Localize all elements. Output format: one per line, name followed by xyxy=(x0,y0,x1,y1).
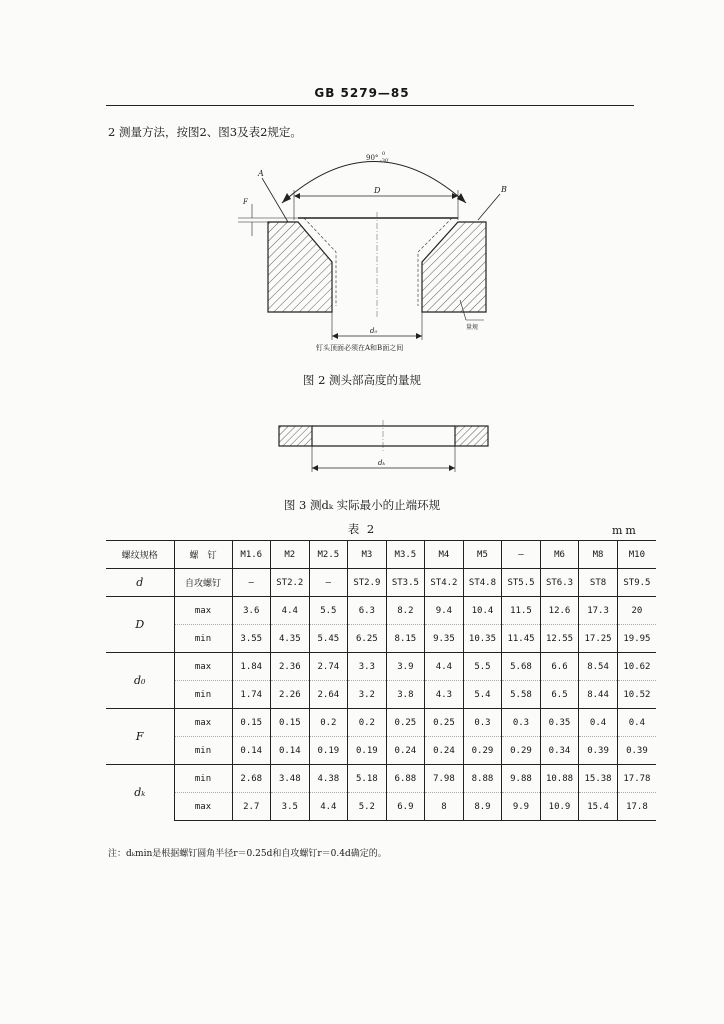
label-D: D xyxy=(374,186,381,195)
table-cell: 17.8 xyxy=(617,793,656,821)
table-cell: 0.2 xyxy=(309,709,348,737)
header-tapping-size: ST4.2 xyxy=(425,569,464,597)
header-label-thread-spec: 螺纹规格 xyxy=(106,541,174,569)
table-cell: 2.7 xyxy=(232,793,271,821)
header-tapping-size: ST2.2 xyxy=(271,569,310,597)
header-tapping-size: ST3.5 xyxy=(386,569,425,597)
header-screw-size: — xyxy=(502,541,541,569)
table-cell: 8.9 xyxy=(463,793,502,821)
table-cell: 6.6 xyxy=(540,653,579,681)
table-cell: 5.5 xyxy=(463,653,502,681)
table-cell: 12.6 xyxy=(540,597,579,625)
table-cell: 8.2 xyxy=(386,597,425,625)
header-screw-size: M3 xyxy=(348,541,387,569)
table-cell: 0.34 xyxy=(540,737,579,765)
table-unit: mm xyxy=(612,524,639,537)
arc-arrow-right xyxy=(457,193,466,203)
table-cell: 3.55 xyxy=(232,625,271,653)
table-row xyxy=(106,709,656,737)
table-row xyxy=(106,653,656,681)
table-cell: 9.35 xyxy=(425,625,464,653)
leader-B xyxy=(478,194,500,220)
table-cell: 3.8 xyxy=(386,681,425,709)
table-cell: 0.15 xyxy=(232,709,271,737)
header-screw-size: M3.5 xyxy=(386,541,425,569)
table-cell: 15.38 xyxy=(579,765,618,793)
table-cell: 8.88 xyxy=(463,765,502,793)
row-type-label: max xyxy=(174,653,232,681)
header-screw-size: M2.5 xyxy=(309,541,348,569)
table-row xyxy=(106,681,656,709)
header-rule xyxy=(106,105,634,106)
row-type-label: min xyxy=(174,765,232,793)
angle-label: 90° xyxy=(366,154,379,162)
table-cell: 10.52 xyxy=(617,681,656,709)
table-row xyxy=(106,625,656,653)
row-type-label: max xyxy=(174,793,232,821)
label-gauge: 量规 xyxy=(466,324,479,331)
table-cell: 0.39 xyxy=(579,737,618,765)
dim-D-arrow-left xyxy=(294,193,300,199)
header-label-d: d xyxy=(106,569,174,597)
row-type-label: min xyxy=(174,625,232,653)
intro-text: 2 测量方法，按图2、图3及表2规定。 xyxy=(108,125,302,139)
table-cell: 5.18 xyxy=(348,765,387,793)
label-F: F xyxy=(243,198,248,206)
table-cell: 11.5 xyxy=(502,597,541,625)
table-cell: 19.95 xyxy=(617,625,656,653)
table-cell: 3.48 xyxy=(271,765,310,793)
table-cell: 0.29 xyxy=(463,737,502,765)
table-cell: 4.35 xyxy=(271,625,310,653)
header-screw-size: M6 xyxy=(540,541,579,569)
table-cell: 4.4 xyxy=(309,793,348,821)
table-cell: 9.4 xyxy=(425,597,464,625)
table-cell: 3.5 xyxy=(271,793,310,821)
table-cell: 6.88 xyxy=(386,765,425,793)
figure-2-caption: 图 2 测头部高度的量规 xyxy=(302,373,422,387)
table-cell: 6.5 xyxy=(540,681,579,709)
table-cell: 0.2 xyxy=(348,709,387,737)
label-dk: dₖ xyxy=(378,459,386,467)
table-cell: 0.29 xyxy=(502,737,541,765)
table-cell: 0.3 xyxy=(463,709,502,737)
dim-dk-arrow-left xyxy=(312,465,318,471)
gauge-body-left xyxy=(268,222,332,312)
figure-3-caption: 图 3 测dₖ 实际最小的止端环规 xyxy=(283,498,441,512)
header-tapping-size: ST5.5 xyxy=(502,569,541,597)
group-label-3: dₖ xyxy=(106,765,174,821)
header-screw-size: M10 xyxy=(617,541,656,569)
table-cell: 2.64 xyxy=(309,681,348,709)
ring-section-right xyxy=(455,426,488,446)
table-row xyxy=(106,765,656,793)
table-row xyxy=(106,597,656,625)
header-sub-screw: 螺 钉 xyxy=(174,541,232,569)
header-screw-size: M4 xyxy=(425,541,464,569)
spec-table xyxy=(106,540,656,821)
figure-3-ring-gauge-drawing xyxy=(270,416,496,480)
header-tapping-size: ST9.5 xyxy=(617,569,656,597)
table-cell: 17.78 xyxy=(617,765,656,793)
header-sub-tapping-screw: 自攻螺钉 xyxy=(174,569,232,597)
table-cell: 0.25 xyxy=(386,709,425,737)
table-cell: 3.9 xyxy=(386,653,425,681)
table-cell: 0.24 xyxy=(386,737,425,765)
table-cell: 4.4 xyxy=(425,653,464,681)
table-cell: 0.3 xyxy=(502,709,541,737)
table-cell: 9.88 xyxy=(502,765,541,793)
table-cell: 3.3 xyxy=(348,653,387,681)
table-cell: 2.74 xyxy=(309,653,348,681)
table-cell: 10.9 xyxy=(540,793,579,821)
row-type-label: max xyxy=(174,597,232,625)
table-row xyxy=(106,793,656,821)
table-title: 表 2 xyxy=(347,522,377,536)
header-tapping-size: ST8 xyxy=(579,569,618,597)
header-tapping-size: — xyxy=(232,569,271,597)
table-cell: 6.9 xyxy=(386,793,425,821)
label-B: B xyxy=(501,185,507,194)
angle-tol-lower: -30′ xyxy=(380,158,390,164)
label-A: A xyxy=(258,169,264,178)
table-cell: 17.3 xyxy=(579,597,618,625)
row-type-label: min xyxy=(174,681,232,709)
table-cell: 5.58 xyxy=(502,681,541,709)
row-type-label: max xyxy=(174,709,232,737)
angle-arc xyxy=(282,162,466,204)
table-cell: 11.45 xyxy=(502,625,541,653)
table-cell: 0.35 xyxy=(540,709,579,737)
header-screw-size: M2 xyxy=(271,541,310,569)
figure-2-gauge-drawing xyxy=(230,145,530,357)
table-note: 注：dₖmin是根据螺钉圆角半径r＝0.25d和自攻螺钉r＝0.4d确定的。 xyxy=(108,849,387,859)
table-cell: 0.14 xyxy=(232,737,271,765)
table-cell: 10.4 xyxy=(463,597,502,625)
table-cell: 5.4 xyxy=(463,681,502,709)
header-tapping-size: ST2.9 xyxy=(348,569,387,597)
table-cell: 4.38 xyxy=(309,765,348,793)
table-cell: 9.9 xyxy=(502,793,541,821)
header-tapping-size: ST6.3 xyxy=(540,569,579,597)
table-cell: 0.4 xyxy=(579,709,618,737)
table-cell: 6.25 xyxy=(348,625,387,653)
table-cell: 10.62 xyxy=(617,653,656,681)
gauge-body-right xyxy=(422,222,486,312)
table-cell: 3.6 xyxy=(232,597,271,625)
table-cell: 10.35 xyxy=(463,625,502,653)
dim-d0-arrow-right xyxy=(416,333,422,339)
table-cell: 3.2 xyxy=(348,681,387,709)
group-label-2: F xyxy=(106,709,174,765)
table-cell: 0.14 xyxy=(271,737,310,765)
table-cell: 0.24 xyxy=(425,737,464,765)
dim-d0-arrow-left xyxy=(332,333,338,339)
row-type-label: min xyxy=(174,737,232,765)
table-cell: 5.45 xyxy=(309,625,348,653)
header-tapping-size: ST4.8 xyxy=(463,569,502,597)
header-tapping-size: — xyxy=(309,569,348,597)
table-cell: 6.3 xyxy=(348,597,387,625)
table-cell: 0.25 xyxy=(425,709,464,737)
table-cell: 5.5 xyxy=(309,597,348,625)
table-cell: 8 xyxy=(425,793,464,821)
arc-arrow-left xyxy=(282,193,291,203)
label-d0: d₀ xyxy=(370,327,378,335)
table-cell: 5.68 xyxy=(502,653,541,681)
group-label-1: d₀ xyxy=(106,653,174,709)
header-screw-size: M1.6 xyxy=(232,541,271,569)
ring-section-left xyxy=(279,426,312,446)
dim-dk-arrow-right xyxy=(449,465,455,471)
table-cell: 17.25 xyxy=(579,625,618,653)
table-cell: 7.98 xyxy=(425,765,464,793)
table-cell: 10.88 xyxy=(540,765,579,793)
angle-tol-upper: 0 xyxy=(382,151,386,157)
table-cell: 2.68 xyxy=(232,765,271,793)
table-cell: 8.54 xyxy=(579,653,618,681)
table-cell: 1.74 xyxy=(232,681,271,709)
group-label-0: D xyxy=(106,597,174,653)
header-screw-size: M8 xyxy=(579,541,618,569)
table-cell: 15.4 xyxy=(579,793,618,821)
table-cell: 8.44 xyxy=(579,681,618,709)
table-cell: 4.3 xyxy=(425,681,464,709)
table-cell: 2.26 xyxy=(271,681,310,709)
table-cell: 20 xyxy=(617,597,656,625)
header-screw-size: M5 xyxy=(463,541,502,569)
table-cell: 2.36 xyxy=(271,653,310,681)
table-header-row-tapping xyxy=(106,569,656,597)
table-cell: 8.15 xyxy=(386,625,425,653)
table-cell: 0.15 xyxy=(271,709,310,737)
table-header-row-screws xyxy=(106,541,656,569)
table-row xyxy=(106,737,656,765)
table-cell: 0.19 xyxy=(348,737,387,765)
page-header: GB 5279—85 xyxy=(314,86,410,100)
table-cell: 0.39 xyxy=(617,737,656,765)
table-cell: 1.84 xyxy=(232,653,271,681)
table-cell: 0.19 xyxy=(309,737,348,765)
table-cell: 5.2 xyxy=(348,793,387,821)
table-cell: 0.4 xyxy=(617,709,656,737)
table-cell: 4.4 xyxy=(271,597,310,625)
figure2-note: 钉头顶面必须在A和B面之间 xyxy=(316,344,404,352)
table-cell: 12.55 xyxy=(540,625,579,653)
